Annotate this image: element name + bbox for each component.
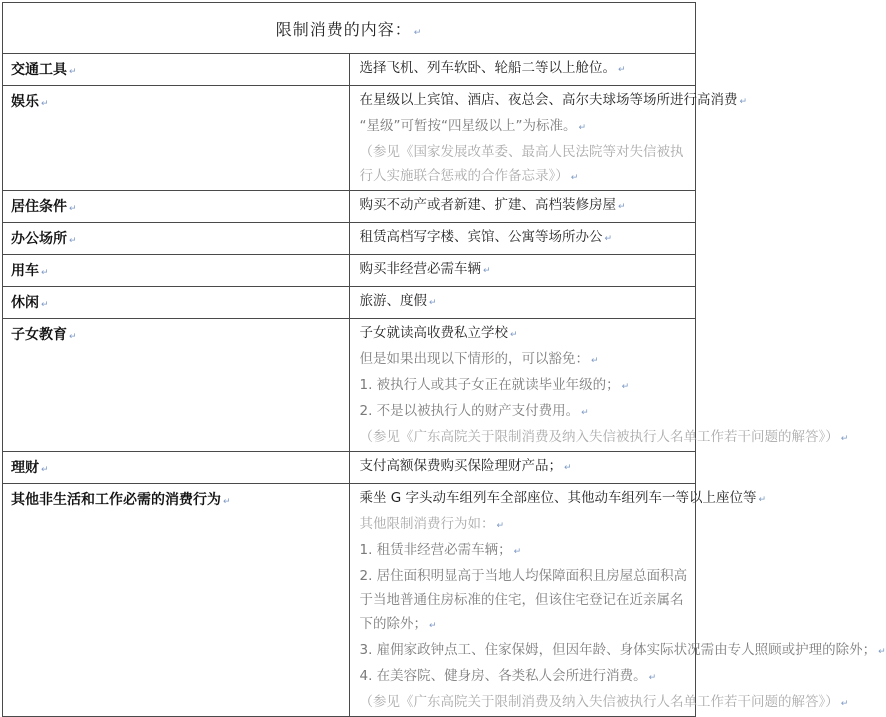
consumption-restriction-table xyxy=(2,2,886,717)
content-line-text: 乘坐 G 字头动车组列车全部座位、其他动车组列车一等以上座位等 xyxy=(359,490,757,506)
content-line xyxy=(359,88,748,114)
row-category-cell xyxy=(3,287,350,319)
table-title: 限制消费的内容： xyxy=(275,19,412,39)
row-category-label: 交通工具 xyxy=(11,62,67,78)
row-category-cell xyxy=(3,54,350,86)
paragraph-mark-icon: ↵ xyxy=(618,65,626,75)
table-row xyxy=(3,255,696,287)
content-line xyxy=(360,193,690,219)
paragraph-mark-icon: ↵ xyxy=(41,99,49,109)
content-line-text: 2. 不是以被执行人的财产支付费用。 xyxy=(359,403,580,419)
table-title-cell xyxy=(3,3,696,54)
content-line-text: （参见《广东高院关于限制消费及纳入失信被执行人名单工作若干问题的解答》） xyxy=(359,694,839,710)
content-line-text: 2. 居住面积明显高于当地人均保障面积且房屋总面积高于当地普通住房标准的住宅，但该住宅登记在近亲属名下的除外； xyxy=(359,568,688,632)
content-line-text: 购买非经营必需车辆 xyxy=(359,261,481,277)
paragraph-mark-icon: ↵ xyxy=(739,97,748,107)
paragraph-mark-icon: ↵ xyxy=(41,300,49,310)
paragraph-mark-icon: ↵ xyxy=(591,356,599,366)
paragraph-mark-icon: ↵ xyxy=(604,234,613,244)
row-content-cell xyxy=(349,452,696,484)
content-line xyxy=(360,114,690,140)
row-content-cell xyxy=(349,223,696,255)
table-row xyxy=(3,191,696,223)
paragraph-mark-icon: ↵ xyxy=(621,382,630,392)
consumption-restriction-table-container xyxy=(2,2,886,710)
paragraph-mark-icon: ↵ xyxy=(483,266,491,276)
content-line xyxy=(360,454,690,480)
paragraph-mark-icon: ↵ xyxy=(840,699,849,709)
paragraph-mark-icon: ↵ xyxy=(648,673,657,683)
content-line-text: （参见《广东高院关于限制消费及纳入失信被执行人名单工作若干问题的解答》） xyxy=(359,429,839,445)
table-row xyxy=(3,223,696,255)
content-line xyxy=(360,664,690,690)
table-row xyxy=(3,86,696,191)
content-line xyxy=(360,538,690,564)
content-line-text: （参见《国家发展改革委、最高人民法院等对失信被执行人实施联合惩戒的合作备忘录》） xyxy=(359,144,684,184)
paragraph-mark-icon: ↵ xyxy=(223,497,231,507)
paragraph-mark-icon: ↵ xyxy=(513,547,522,557)
content-line-text: 租赁高档写字楼、宾馆、公寓等场所办公 xyxy=(359,229,603,245)
content-line-text: “星级”可暂按“四星级以上”为标准。 xyxy=(359,118,577,134)
paragraph-mark-icon: ↵ xyxy=(618,202,626,212)
content-line xyxy=(359,690,849,716)
table-row xyxy=(3,287,696,319)
paragraph-mark-icon: ↵ xyxy=(69,67,77,77)
content-line-text: 旅游、度假 xyxy=(359,293,427,309)
content-line-text: 支付高额保费购买保险理财产品； xyxy=(359,458,562,474)
content-line-text: 4. 在美容院、健身房、各类私人会所进行消费。 xyxy=(359,668,647,684)
row-category-label: 休闲 xyxy=(11,295,39,311)
paragraph-mark-icon: ↵ xyxy=(564,463,572,473)
paragraph-mark-icon: ↵ xyxy=(69,204,77,214)
row-category-label: 娱乐 xyxy=(11,94,39,110)
paragraph-mark-icon: ↵ xyxy=(878,647,886,657)
content-line xyxy=(360,399,690,425)
row-category-cell xyxy=(3,86,350,191)
content-line xyxy=(360,347,690,373)
table-row xyxy=(3,54,696,86)
paragraph-mark-icon: ↵ xyxy=(413,27,423,38)
paragraph-mark-icon: ↵ xyxy=(758,495,767,505)
row-content-cell xyxy=(349,255,696,287)
paragraph-mark-icon: ↵ xyxy=(840,434,849,444)
row-content-cell xyxy=(349,484,886,717)
content-line xyxy=(360,225,690,251)
row-category-label: 其他非生活和工作必需的消费行为 xyxy=(11,492,221,508)
content-line xyxy=(359,425,849,451)
content-line-text: 1. 租赁非经营必需车辆； xyxy=(359,542,512,558)
content-line-text: 子女就读高收费私立学校 xyxy=(359,325,508,341)
row-content-cell xyxy=(349,86,748,191)
paragraph-mark-icon: ↵ xyxy=(578,123,587,133)
paragraph-mark-icon: ↵ xyxy=(69,332,77,342)
row-content-cell xyxy=(349,319,849,452)
content-line xyxy=(359,638,886,664)
content-line xyxy=(360,321,690,347)
content-line xyxy=(360,56,690,82)
paragraph-mark-icon: ↵ xyxy=(510,330,518,340)
row-category-label: 子女教育 xyxy=(11,327,67,343)
content-line-text: 1. 被执行人或其子女正在就读毕业年级的； xyxy=(359,377,620,393)
content-line-text: 在星级以上宾馆、酒店、夜总会、高尔夫球场等场所进行高消费 xyxy=(359,92,738,108)
paragraph-mark-icon: ↵ xyxy=(41,465,49,475)
table-row xyxy=(3,484,696,717)
table-row xyxy=(3,452,696,484)
content-line xyxy=(360,564,690,638)
content-line-text: 选择飞机、列车软卧、轮船二等以上舱位。 xyxy=(359,60,616,76)
paragraph-mark-icon: ↵ xyxy=(496,521,505,531)
paragraph-mark-icon: ↵ xyxy=(41,268,49,278)
row-category-cell xyxy=(3,319,350,452)
row-category-label: 居住条件 xyxy=(11,199,67,215)
content-line xyxy=(360,140,690,190)
content-line-text: 购买不动产或者新建、扩建、高档装修房屋 xyxy=(359,197,616,213)
table-row xyxy=(3,319,696,452)
row-category-cell xyxy=(3,484,350,717)
content-line xyxy=(359,486,767,512)
title-row xyxy=(3,3,696,54)
row-category-cell xyxy=(3,255,350,287)
row-category-label: 理财 xyxy=(11,460,39,476)
row-content-cell xyxy=(349,191,696,223)
row-category-cell xyxy=(3,223,350,255)
content-line-text: 其他限制消费行为如： xyxy=(359,516,495,532)
content-line xyxy=(360,257,690,283)
row-category-label: 办公场所 xyxy=(11,231,67,247)
paragraph-mark-icon: ↵ xyxy=(570,173,579,183)
row-category-cell xyxy=(3,191,350,223)
content-line xyxy=(360,373,690,399)
paragraph-mark-icon: ↵ xyxy=(429,298,437,308)
content-line-text: 3. 雇佣家政钟点工、住家保姆，但因年龄、身体实际状况需由专人照顾或护理的除外； xyxy=(359,642,877,658)
row-content-cell xyxy=(349,54,696,86)
row-content-cell xyxy=(349,287,696,319)
paragraph-mark-icon: ↵ xyxy=(581,408,589,418)
paragraph-mark-icon: ↵ xyxy=(429,621,437,631)
content-line xyxy=(360,512,690,538)
row-category-label: 用车 xyxy=(11,263,39,279)
row-category-cell xyxy=(3,452,350,484)
content-line xyxy=(360,289,690,315)
paragraph-mark-icon: ↵ xyxy=(69,236,77,246)
content-line-text: 但是如果出现以下情形的，可以豁免： xyxy=(359,351,589,367)
